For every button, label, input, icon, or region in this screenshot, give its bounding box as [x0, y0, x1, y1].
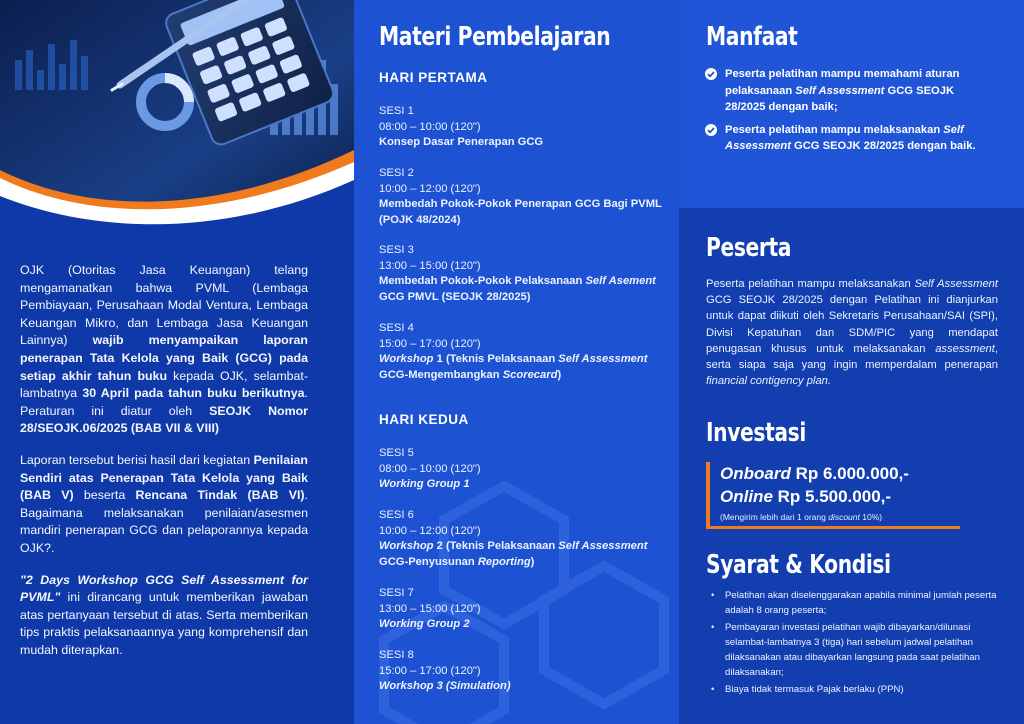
calculator-chart-photo — [0, 0, 354, 240]
session-3: SESI 3 13:00 – 15:00 (120") Membedah Pokok-Pokok Pelaksanaan Self Asement GCG PMVL (SEOJK 28/2025) — [379, 244, 656, 303]
intro-paragraph-1: OJK (Otoritas Jasa Keuangan) telang mengamanatkan bahwa PVML (Lembaga Pembiayaan, Perusahaan Modal Ventura, Lembaga Keuangan Mikro, dan Lembaga Jasa Keuangan Lainnya) wajib menyampaikan laporan penerapan Tata Kelola yang Baik (GCG) pada setiap akhir tahun buku kepada OJK, selambat-lambatnya 30 April pada tahun buku berikutnya. Peraturan ini diatur oleh SEOJK Nomor 28/SEOJK.06/2025 (BAB VII & VIII) — [20, 263, 308, 436]
session-1: SESI 1 08:00 – 10:00 (120") Konsep Dasar Penerapan GCG — [379, 105, 544, 148]
intro-text — [20, 262, 308, 673]
intro-paragraph-2: Laporan tersebut berisi hasil dari kegiatan Penilaian Sendiri atas Penerapan Tata Kelola yang Baik (BAB V) beserta Rencana Tindak (BAB VI). Bagaimana melaksanakan penilaian/asesmen mandiri penerapan GCG dan pelaporannya kepada OJK?. — [20, 452, 308, 555]
manfaat-title: Manfaat — [706, 22, 798, 52]
manfaat-list — [705, 66, 987, 161]
syarat-item: • Biaya tidak termasuk Pajak berlaku (PPN) — [707, 682, 999, 697]
check-circle-icon — [705, 124, 717, 136]
session-4: SESI 4 15:00 – 17:00 (120") Workshop 1 (Teknis Pelaksanaan Self Assessment GCG-Mengembangkan Scorecard) — [379, 322, 648, 381]
discount-note: (Mengirim lebih dari 1 orang discount 10%) — [720, 512, 883, 522]
session-7: SESI 7 13:00 – 15:00 (120") Working Group 2 — [379, 587, 481, 630]
investasi-box — [706, 462, 960, 529]
intro-paragraph-3: "2 Days Workshop GCG Self Assessment for PVML" ini dirancang untuk memberikan jawaban atas pertanyaan tersebut di atas. Serta memberikan tips praktis pelaksanaannya yang komprehensif dan mudah diterapkan. — [20, 572, 308, 657]
syarat-item: • Pelatihan akan diselenggarakan apabila minimal jumlah peserta adalah 8 orang peserta; — [707, 588, 999, 619]
manfaat-item: Peserta pelatihan mampu memahami aturan pelaksanaan Self Assessment GCG SEOJK 28/2025 dengan baik; — [705, 66, 987, 116]
manfaat-section — [679, 0, 1024, 208]
peserta-title: Peserta — [706, 233, 792, 263]
middle-panel — [354, 0, 679, 724]
session-8: SESI 8 15:00 – 17:00 (120") Workshop 3 (Simulation) — [379, 649, 511, 692]
online-price: Online Rp 5.500.000,- — [720, 487, 892, 506]
day-one-heading: HARI PERTAMA — [379, 70, 488, 85]
syarat-list — [707, 588, 999, 698]
materi-title: Materi Pembelajaran — [379, 22, 611, 52]
session-6: SESI 6 10:00 – 12:00 (120") Workshop 2 (Teknis Pelaksanaan Self Assessment GCG-Penyusunan Reporting) — [379, 509, 648, 568]
manfaat-item: Peserta pelatihan mampu melaksanakan Self Assessment GCG SEOJK 28/2025 dengan baik. — [705, 122, 987, 155]
peserta-text: Peserta pelatihan mampu melaksanakan Self Assessment GCG SEOJK 28/2025 dengan Pelatihan ini dianjurkan untuk dapat diikuti oleh Sekretaris Perusahaan/SAI (SPI), Divisi Kepatuhan dan SDM/PIC yang mendapat penugasan khusus untuk melaksanakan assessment, serta siapa saja yang ingin memperdalam penerapan financial contigency plan. — [706, 278, 999, 388]
syarat-title: Syarat & Kondisi — [706, 550, 891, 580]
syarat-item: • Pembayaran investasi pelatihan wajib dibayarkan/dilunasi selambat-lambatnya 3 (tiga) hari sebelum jadwal pelatihan dilaksanakan atau dibayarkan langsung pada saat pelatihan dilaksanakan; — [707, 620, 999, 681]
session-2: SESI 2 10:00 – 12:00 (120") Membedah Pokok-Pokok Penerapan GCG Bagi PVML (POJK 48/2024) — [379, 167, 662, 226]
right-panel — [679, 0, 1024, 724]
investasi-title: Investasi — [706, 418, 806, 448]
check-circle-icon — [705, 68, 717, 80]
session-5: SESI 5 08:00 – 10:00 (120") Working Group 1 — [379, 447, 481, 490]
onboard-price: Onboard Rp 6.000.000,- — [720, 464, 909, 483]
left-panel — [0, 0, 354, 724]
day-two-heading: HARI KEDUA — [379, 412, 469, 427]
